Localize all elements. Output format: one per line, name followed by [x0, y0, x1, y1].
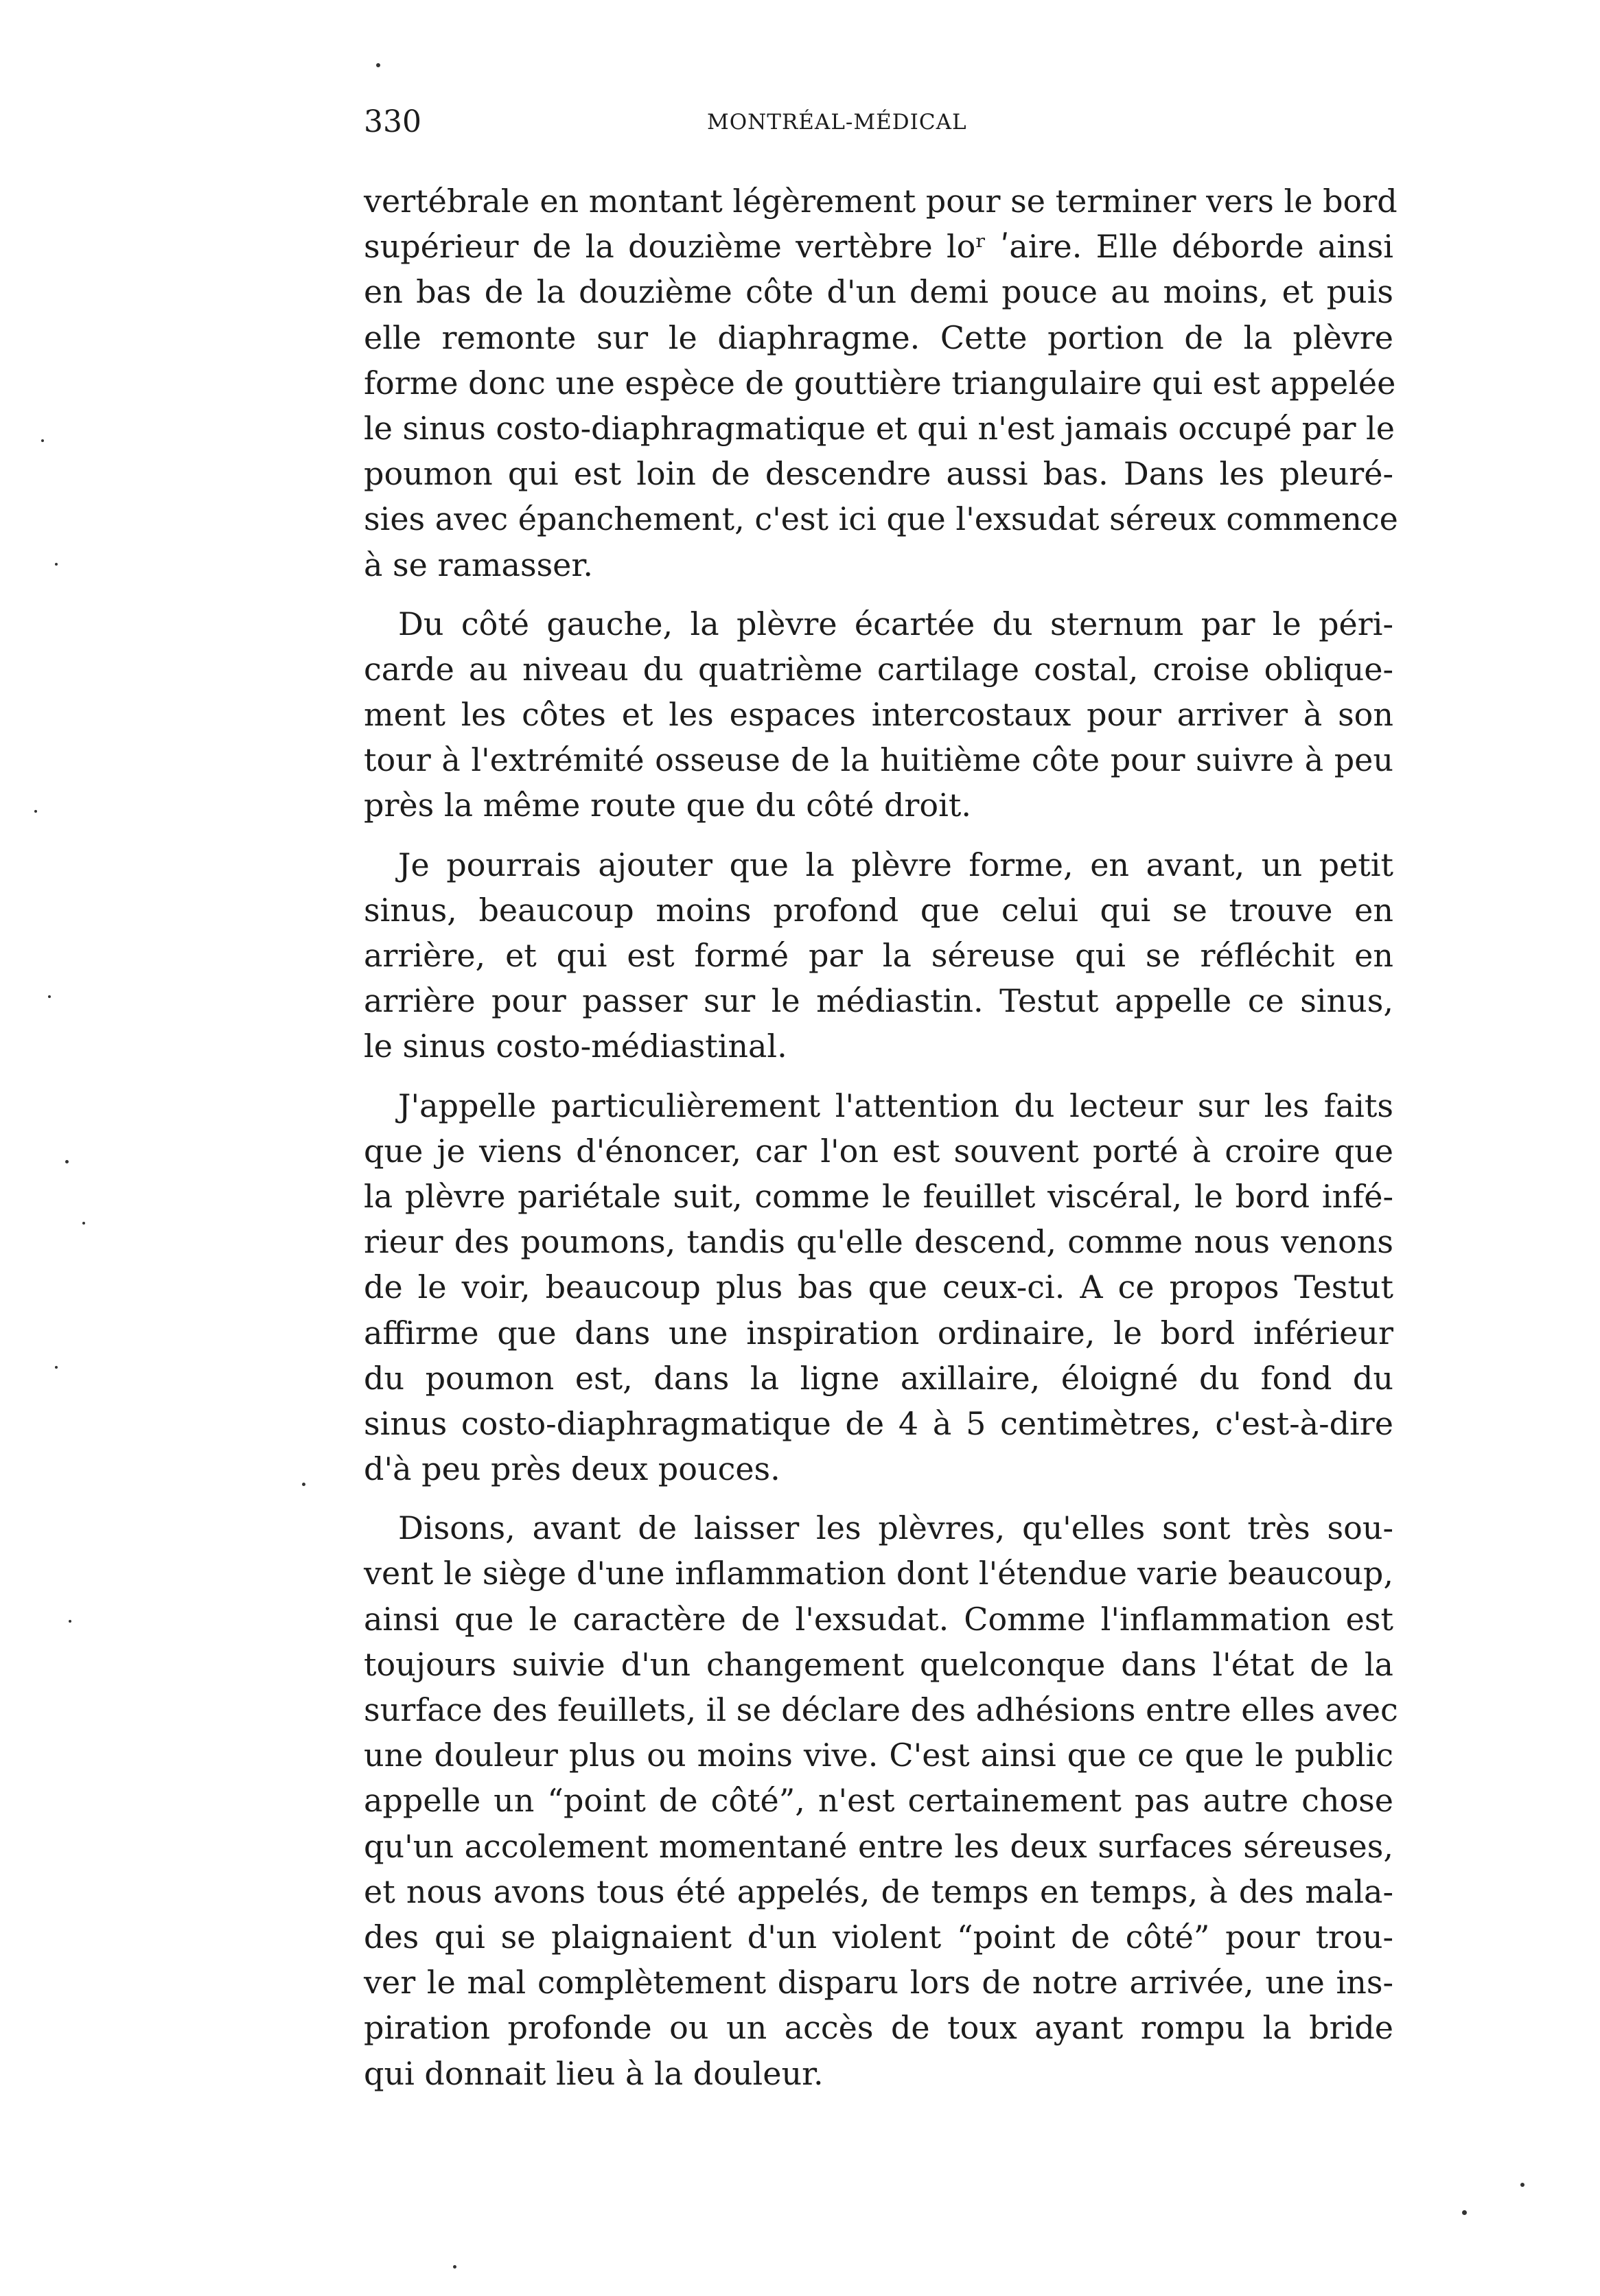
scan-speck: [82, 1222, 85, 1225]
running-head: MONTRÉAL-MÉDICAL: [707, 110, 967, 135]
text-line: d'à peu près deux pouces.: [364, 1450, 780, 1488]
text-line: en bas de la douzième côte d'un demi pouce au moins, et puis: [364, 273, 1393, 311]
text-line: la plèvre pariétale suit, comme le feuillet viscéral, le bord infé-: [364, 1177, 1393, 1215]
scan-speck: [1462, 2210, 1467, 2215]
text-line: que je viens d'énoncer, car l'on est souvent porté à croire que: [364, 1132, 1393, 1170]
scan-speck: [65, 1160, 69, 1163]
text-line: tour à l'extrémité osseuse de la huitième côte pour suivre à peu: [364, 741, 1393, 779]
text-line: piration profonde ou un accès de toux ayant rompu la bride: [364, 2009, 1393, 2047]
text-line: le sinus costo-diaphragmatique et qui n'est jamais occupé par le: [364, 409, 1395, 447]
scan-speck: [41, 439, 44, 442]
scan-speck: [34, 810, 37, 813]
text-line: près la même route que du côté droit.: [364, 787, 971, 824]
text-line: de le voir, beaucoup plus bas que ceux-ci. A ce propos Testut: [364, 1268, 1393, 1306]
text-line: Je pourrais ajouter que la plèvre forme, en avant, un petit: [398, 846, 1393, 883]
text-line: du poumon est, dans la ligne axillaire, éloigné du fond du: [364, 1359, 1393, 1397]
text-line: forme donc une espèce de gouttière triangulaire qui est appelée: [364, 364, 1396, 402]
text-line: vertébrale en montant légèrement pour se terminer vers le bord: [364, 183, 1398, 220]
paragraph: [364, 178, 1398, 588]
text-line: le sinus costo-médiastinal.: [364, 1028, 787, 1065]
text-line: Du côté gauche, la plèvre écartée du sternum par le péri-: [398, 605, 1393, 642]
paragraph: [364, 842, 1393, 1069]
text-line: qu'un accolement momentané entre les deux surfaces séreuses,: [364, 1827, 1393, 1865]
text-line: surface des feuillets, il se déclare des adhésions entre elles avec: [364, 1691, 1398, 1728]
text-line: et nous avons tous été appelés, de temps en temps, à des mala-: [364, 1872, 1393, 1910]
text-line: carde au niveau du quatrième cartilage costal, croise oblique-: [364, 650, 1393, 688]
text-line: qui donnait lieu à la douleur.: [364, 2054, 824, 2092]
body-text: [364, 178, 1398, 2110]
text-line: vent le siège d'une inflammation dont l'étendue varie beaucoup,: [364, 1555, 1393, 1592]
scan-speck: [69, 1620, 71, 1623]
text-line: appelle un “point de côté”, n'est certainement pas autre chose: [364, 1782, 1393, 1820]
text-line: arrière, et qui est formé par la séreuse qui se réfléchit en: [364, 937, 1393, 974]
paragraph: [364, 1505, 1398, 2096]
text-line: sinus costo-diaphragmatique de 4 à 5 centimètres, c'est-à-dire: [364, 1404, 1393, 1442]
scan-speck: [55, 563, 58, 566]
text-line: toujours suivie d'un changement quelconque dans l'état de la: [364, 1645, 1393, 1683]
text-line: poumon qui est loin de descendre aussi bas. Dans les pleuré-: [364, 455, 1393, 493]
page-number: 330: [364, 104, 421, 139]
scan-speck: [376, 63, 380, 67]
scan-speck: [55, 1366, 58, 1369]
scan-speck: [302, 1483, 305, 1486]
text-line: Disons, avant de laisser les plèvres, qu'elles sont très sou-: [398, 1509, 1393, 1547]
page-header: [364, 102, 1031, 143]
text-line: ainsi que le caractère de l'exsudat. Comme l'inflammation est: [364, 1600, 1393, 1638]
text-line: des qui se plaignaient d'un violent “point de côté” pour trou-: [364, 1918, 1393, 1956]
scan-speck: [48, 995, 51, 998]
text-line: sinus, beaucoup moins profond que celui qui se trouve en: [364, 891, 1393, 929]
text-line: ver le mal complètement disparu lors de notre arrivée, une ins-: [364, 1964, 1393, 2002]
text-line: ment les côtes et les espaces intercostaux pour arriver à son: [364, 696, 1393, 734]
scan-speck: [1520, 2183, 1524, 2187]
text-line: sies avec épanchement, c'est ici que l'exsudat séreux commence: [364, 500, 1398, 538]
text-line: affirme que dans une inspiration ordinaire, le bord inférieur: [364, 1314, 1393, 1352]
scan-speck: [453, 2265, 456, 2269]
text-line: arrière pour passer sur le médiastin. Testut appelle ce sinus,: [364, 982, 1393, 1020]
text-line: elle remonte sur le diaphragme. Cette portion de la plèvre: [364, 318, 1393, 356]
text-line: supérieur de la douzième vertèbre loʳ ʹaire. Elle déborde ainsi: [364, 228, 1393, 266]
text-line: à se ramasser.: [364, 546, 593, 583]
text-line: rieur des poumons, tandis qu'elle descend, comme nous venons: [364, 1223, 1393, 1261]
text-line: une douleur plus ou moins vive. C'est ainsi que ce que le public: [364, 1737, 1393, 1774]
paragraph: [364, 1083, 1393, 1492]
text-line: J'appelle particulièrement l'attention du lecteur sur les faits: [398, 1087, 1393, 1124]
paragraph: [364, 601, 1393, 828]
